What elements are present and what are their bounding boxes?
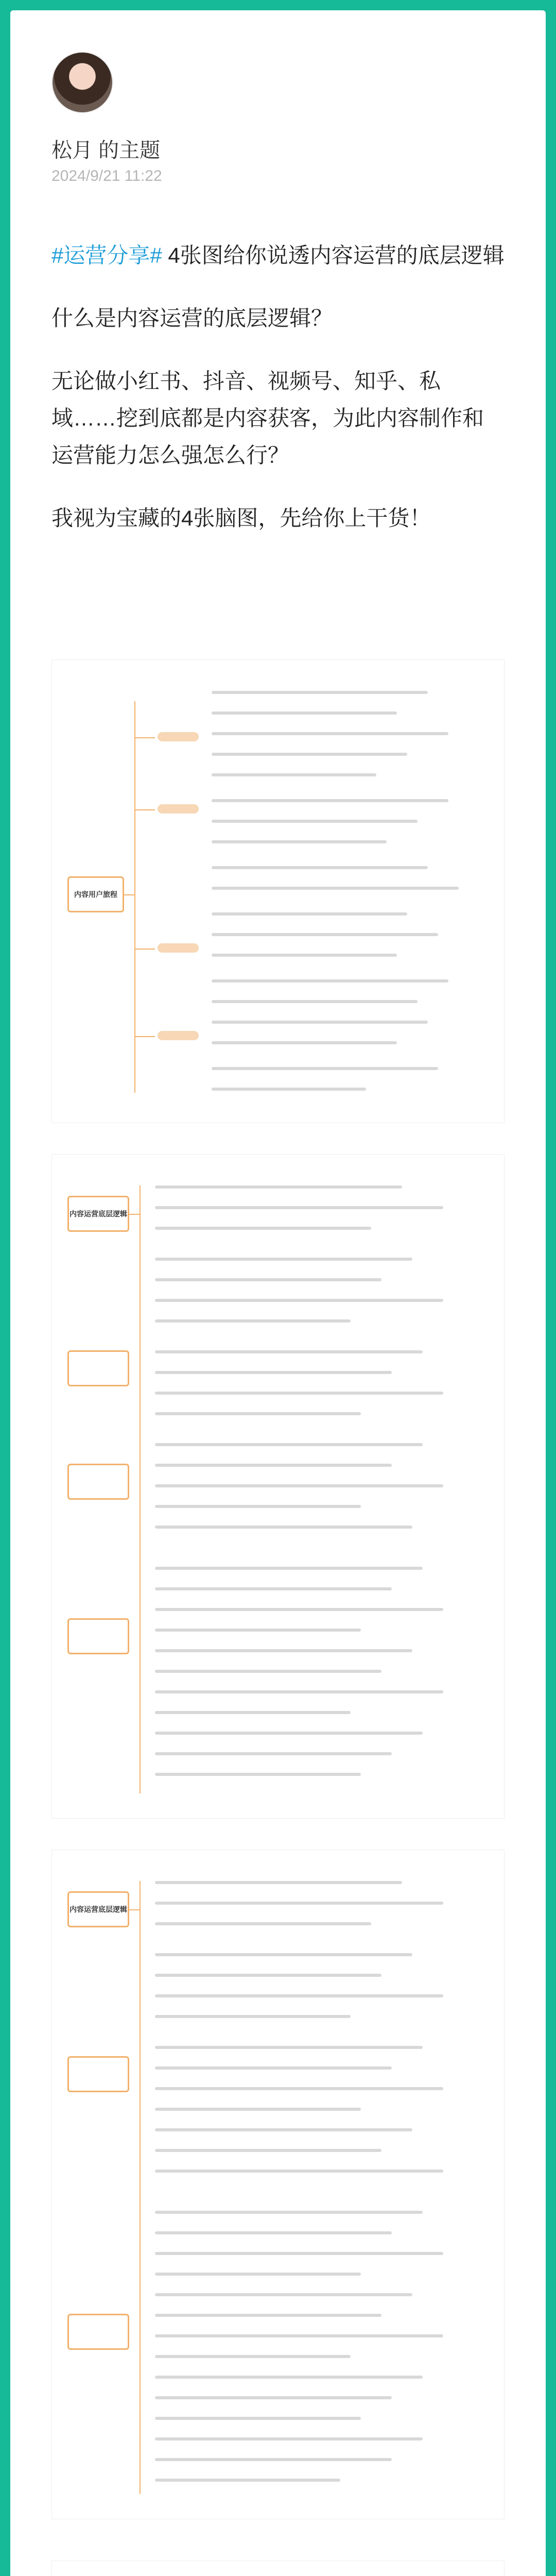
mindmap-root-label: 内容用户旅程 — [74, 890, 117, 899]
author-name[interactable]: 松月 的主题 — [51, 139, 161, 162]
mindmap-root-label: 内容运营底层逻辑 — [70, 1210, 127, 1218]
mindmap-root — [67, 1196, 129, 1232]
author-avatar[interactable] — [51, 52, 113, 113]
article-title — [51, 237, 505, 274]
post-card — [10, 10, 546, 2576]
mindmap-root — [67, 876, 124, 912]
mindmap-root — [67, 1891, 129, 1927]
mindmap-image-3[interactable] — [51, 1850, 505, 2519]
article-paragraph: 我视为宝藏的4张脑图，先给你上干货！ — [51, 506, 431, 530]
article-paragraph: 什么是内容运营的底层逻辑？ — [51, 306, 333, 330]
post-date: 2024/9/21 11:22 — [51, 167, 162, 184]
mindmap-image-1[interactable] — [51, 659, 505, 1123]
article-paragraph: 无论做小红书、抖音、视频号、知乎、私域……挖到底都是内容获客，为此内容制作和运营能力怎么强怎么行？ — [51, 369, 484, 467]
mindmap-image-2[interactable] — [51, 1154, 505, 1819]
mindmap-root-label: 内容运营底层逻辑 — [70, 1905, 127, 1913]
article-title-text: 4张图给你说透内容运营的底层逻辑 — [162, 243, 505, 267]
article-body — [51, 237, 505, 563]
mindmap-image-4[interactable] — [51, 2561, 505, 2576]
hashtag-link[interactable]: #运营分享# — [51, 243, 162, 267]
